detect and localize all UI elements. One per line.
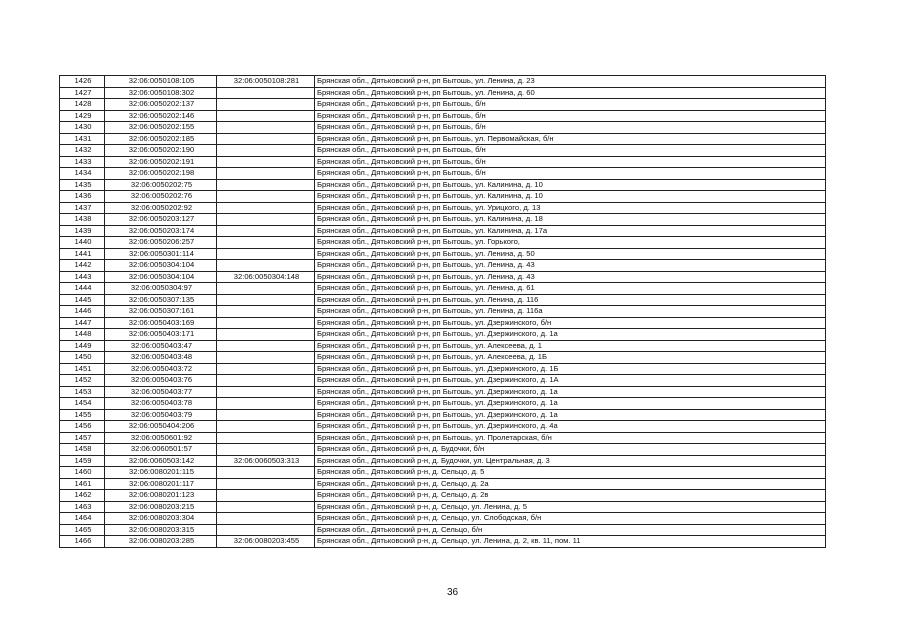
row-number-cell: 1442 — [60, 260, 105, 272]
related-cadastral-cell — [217, 260, 315, 272]
address-cell: Брянская обл., Дятьковский р-н, рп Бытошь, ул. Дзержинского, б/н — [315, 317, 826, 329]
related-cadastral-cell — [217, 145, 315, 157]
row-number-cell: 1458 — [60, 444, 105, 456]
cadastral-number-cell: 32:06:0050403:171 — [105, 329, 217, 341]
cadastral-number-cell: 32:06:0060503:142 — [105, 455, 217, 467]
table-row — [60, 237, 826, 249]
cadastral-number-cell: 32:06:0050203:174 — [105, 225, 217, 237]
cadastral-number-cell: 32:06:0050202:198 — [105, 168, 217, 180]
address-cell: Брянская обл., Дятьковский р-н, д. Сельцо, ул. Ленина, д. 5 — [315, 501, 826, 513]
row-number-cell: 1446 — [60, 306, 105, 318]
page-number: 36 — [446, 587, 459, 598]
cadastral-number-cell: 32:06:0050202:76 — [105, 191, 217, 203]
cadastral-number-cell: 32:06:0050202:146 — [105, 110, 217, 122]
related-cadastral-cell — [217, 283, 315, 295]
cadastral-number-cell: 32:06:0080201:117 — [105, 478, 217, 490]
row-number-cell: 1427 — [60, 87, 105, 99]
table-row — [60, 444, 826, 456]
cadastral-number-cell: 32:06:0050304:104 — [105, 271, 217, 283]
cadastral-number-cell: 32:06:0050206:257 — [105, 237, 217, 249]
related-cadastral-cell — [217, 340, 315, 352]
cadastral-number-cell: 32:06:0080203:285 — [105, 536, 217, 548]
row-number-cell: 1451 — [60, 363, 105, 375]
table-row — [60, 191, 826, 203]
related-cadastral-cell — [217, 133, 315, 145]
table-row — [60, 329, 826, 341]
table-row — [60, 202, 826, 214]
row-number-cell: 1452 — [60, 375, 105, 387]
related-cadastral-cell — [217, 467, 315, 479]
cadastral-number-cell: 32:06:0080203:215 — [105, 501, 217, 513]
table-row — [60, 375, 826, 387]
related-cadastral-cell — [217, 306, 315, 318]
address-cell: Брянская обл., Дятьковский р-н, рп Бытошь, ул. Ленина, д. 116а — [315, 306, 826, 318]
address-cell: Брянская обл., Дятьковский р-н, д. Сельцо, д. 2а — [315, 478, 826, 490]
cadastral-number-cell: 32:06:0050202:155 — [105, 122, 217, 134]
table-row — [60, 386, 826, 398]
table-row — [60, 179, 826, 191]
row-number-cell: 1440 — [60, 237, 105, 249]
row-number-cell: 1437 — [60, 202, 105, 214]
cadastral-number-cell: 32:06:0050403:169 — [105, 317, 217, 329]
cadastral-number-cell: 32:06:0050202:75 — [105, 179, 217, 191]
address-cell: Брянская обл., Дятьковский р-н, рп Бытошь, ул. Ленина, д. 43 — [315, 271, 826, 283]
cadastral-number-cell: 32:06:0050403:77 — [105, 386, 217, 398]
row-number-cell: 1436 — [60, 191, 105, 203]
cadastral-number-cell: 32:06:0080203:304 — [105, 513, 217, 525]
address-cell: Брянская обл., Дятьковский р-н, рп Бытошь, ул. Калинина, д. 18 — [315, 214, 826, 226]
row-number-cell: 1461 — [60, 478, 105, 490]
address-cell: Брянская обл., Дятьковский р-н, рп Бытошь, ул. Ленина, д. 43 — [315, 260, 826, 272]
related-cadastral-cell — [217, 202, 315, 214]
address-cell: Брянская обл., Дятьковский р-н, рп Бытошь, ул. Дзержинского, д. 1Б — [315, 363, 826, 375]
cadastral-number-cell: 32:06:0050403:48 — [105, 352, 217, 364]
table-row — [60, 168, 826, 180]
related-cadastral-cell — [217, 179, 315, 191]
address-cell: Брянская обл., Дятьковский р-н, рп Бытошь, б/н — [315, 122, 826, 134]
table-row — [60, 156, 826, 168]
address-cell: Брянская обл., Дятьковский р-н, рп Бытошь, ул. Дзержинского, д. 4а — [315, 421, 826, 433]
cadastral-number-cell: 32:06:0060501:57 — [105, 444, 217, 456]
table-row — [60, 501, 826, 513]
table-row — [60, 478, 826, 490]
row-number-cell: 1433 — [60, 156, 105, 168]
address-cell: Брянская обл., Дятьковский р-н, рп Бытошь, ул. Алексеева, д. 1 — [315, 340, 826, 352]
cadastral-number-cell: 32:06:0050403:76 — [105, 375, 217, 387]
address-cell: Брянская обл., Дятьковский р-н, д. Сельцо, д. 5 — [315, 467, 826, 479]
address-cell: Брянская обл., Дятьковский р-н, рп Бытошь, б/н — [315, 99, 826, 111]
cadastral-number-cell: 32:06:0050403:79 — [105, 409, 217, 421]
row-number-cell: 1445 — [60, 294, 105, 306]
row-number-cell: 1465 — [60, 524, 105, 536]
row-number-cell: 1448 — [60, 329, 105, 341]
cadastral-number-cell: 32:06:0050202:190 — [105, 145, 217, 157]
row-number-cell: 1434 — [60, 168, 105, 180]
table-row — [60, 76, 826, 88]
related-cadastral-cell — [217, 501, 315, 513]
related-cadastral-cell — [217, 87, 315, 99]
row-number-cell: 1432 — [60, 145, 105, 157]
address-cell: Брянская обл., Дятьковский р-н, рп Бытошь, ул. Калинина, д. 10 — [315, 179, 826, 191]
row-number-cell: 1447 — [60, 317, 105, 329]
address-cell: Брянская обл., Дятьковский р-н, рп Бытошь, б/н — [315, 156, 826, 168]
cadastral-number-cell: 32:06:0080203:315 — [105, 524, 217, 536]
address-cell: Брянская обл., Дятьковский р-н, рп Бытошь, б/н — [315, 110, 826, 122]
related-cadastral-cell — [217, 490, 315, 502]
table-row — [60, 352, 826, 364]
table-row — [60, 271, 826, 283]
register-table-body — [60, 76, 826, 548]
address-cell: Брянская обл., Дятьковский р-н, рп Бытошь, б/н — [315, 168, 826, 180]
related-cadastral-cell — [217, 191, 315, 203]
address-cell: Брянская обл., Дятьковский р-н, рп Бытошь, ул. Пролетарская, б/н — [315, 432, 826, 444]
cadastral-number-cell: 32:06:0050304:104 — [105, 260, 217, 272]
related-cadastral-cell: 32:06:0080203:455 — [217, 536, 315, 548]
address-cell: Брянская обл., Дятьковский р-н, рп Бытошь, ул. Ленина, д. 60 — [315, 87, 826, 99]
related-cadastral-cell — [217, 294, 315, 306]
address-cell: Брянская обл., Дятьковский р-н, рп Бытошь, ул. Дзержинского, д. 1А — [315, 375, 826, 387]
table-row — [60, 110, 826, 122]
table-row — [60, 87, 826, 99]
related-cadastral-cell — [217, 99, 315, 111]
cadastral-number-cell: 32:06:0050403:47 — [105, 340, 217, 352]
row-number-cell: 1428 — [60, 99, 105, 111]
row-number-cell: 1438 — [60, 214, 105, 226]
table-row — [60, 536, 826, 548]
table-row — [60, 214, 826, 226]
cadastral-number-cell: 32:06:0050108:302 — [105, 87, 217, 99]
address-cell: Брянская обл., Дятьковский р-н, рп Бытошь, ул. Ленина, д. 61 — [315, 283, 826, 295]
related-cadastral-cell — [217, 421, 315, 433]
table-row — [60, 490, 826, 502]
cadastral-number-cell: 32:06:0050202:137 — [105, 99, 217, 111]
related-cadastral-cell — [217, 317, 315, 329]
cadastral-number-cell: 32:06:0050202:92 — [105, 202, 217, 214]
cadastral-number-cell: 32:06:0050307:161 — [105, 306, 217, 318]
address-cell: Брянская обл., Дятьковский р-н, рп Бытошь, ул. Ленина, д. 23 — [315, 76, 826, 88]
related-cadastral-cell — [217, 237, 315, 249]
address-cell: Брянская обл., Дятьковский р-н, д. Будочки, ул. Центральная, д. 3 — [315, 455, 826, 467]
related-cadastral-cell — [217, 398, 315, 410]
row-number-cell: 1450 — [60, 352, 105, 364]
related-cadastral-cell — [217, 122, 315, 134]
table-row — [60, 283, 826, 295]
related-cadastral-cell — [217, 329, 315, 341]
row-number-cell: 1429 — [60, 110, 105, 122]
related-cadastral-cell — [217, 409, 315, 421]
cadastral-number-cell: 32:06:0050601:92 — [105, 432, 217, 444]
related-cadastral-cell — [217, 513, 315, 525]
table-row — [60, 122, 826, 134]
table-row — [60, 398, 826, 410]
address-cell: Брянская обл., Дятьковский р-н, рп Бытошь, б/н — [315, 145, 826, 157]
row-number-cell: 1430 — [60, 122, 105, 134]
address-cell: Брянская обл., Дятьковский р-н, рп Бытошь, ул. Калинина, д. 10 — [315, 191, 826, 203]
cadastral-number-cell: 32:06:0050404:206 — [105, 421, 217, 433]
address-cell: Брянская обл., Дятьковский р-н, рп Бытошь, ул. Ленина, д. 50 — [315, 248, 826, 260]
address-cell: Брянская обл., Дятьковский р-н, рп Бытошь, ул. Калинина, д. 17а — [315, 225, 826, 237]
table-row — [60, 99, 826, 111]
related-cadastral-cell — [217, 110, 315, 122]
table-row — [60, 225, 826, 237]
row-number-cell: 1456 — [60, 421, 105, 433]
row-number-cell: 1431 — [60, 133, 105, 145]
row-number-cell: 1459 — [60, 455, 105, 467]
address-cell: Брянская обл., Дятьковский р-н, рп Бытошь, ул. Первомайская, б/н — [315, 133, 826, 145]
cadastral-number-cell: 32:06:0050202:185 — [105, 133, 217, 145]
row-number-cell: 1466 — [60, 536, 105, 548]
table-row — [60, 363, 826, 375]
table-row — [60, 317, 826, 329]
address-cell: Брянская обл., Дятьковский р-н, д. Сельцо, б/н — [315, 524, 826, 536]
related-cadastral-cell: 32:06:0060503:313 — [217, 455, 315, 467]
register-table — [59, 75, 826, 548]
cadastral-number-cell: 32:06:0080201:115 — [105, 467, 217, 479]
address-cell: Брянская обл., Дятьковский р-н, рп Бытошь, ул. Дзержинского, д. 1а — [315, 409, 826, 421]
row-number-cell: 1439 — [60, 225, 105, 237]
address-cell: Брянская обл., Дятьковский р-н, рп Бытошь, ул. Дзержинского, д. 1а — [315, 398, 826, 410]
related-cadastral-cell — [217, 214, 315, 226]
table-row — [60, 340, 826, 352]
table-row — [60, 260, 826, 272]
row-number-cell: 1464 — [60, 513, 105, 525]
table-row — [60, 248, 826, 260]
cadastral-number-cell: 32:06:0080201:123 — [105, 490, 217, 502]
address-cell: Брянская обл., Дятьковский р-н, рп Бытошь, ул. Урицкого, д. 13 — [315, 202, 826, 214]
related-cadastral-cell: 32:06:0050304:148 — [217, 271, 315, 283]
related-cadastral-cell — [217, 225, 315, 237]
row-number-cell: 1460 — [60, 467, 105, 479]
row-number-cell: 1457 — [60, 432, 105, 444]
table-row — [60, 133, 826, 145]
row-number-cell: 1443 — [60, 271, 105, 283]
table-row — [60, 524, 826, 536]
cadastral-number-cell: 32:06:0050202:191 — [105, 156, 217, 168]
related-cadastral-cell — [217, 432, 315, 444]
cadastral-number-cell: 32:06:0050304:97 — [105, 283, 217, 295]
table-row — [60, 421, 826, 433]
related-cadastral-cell — [217, 478, 315, 490]
table-row — [60, 409, 826, 421]
row-number-cell: 1449 — [60, 340, 105, 352]
related-cadastral-cell: 32:06:0050108:281 — [217, 76, 315, 88]
row-number-cell: 1462 — [60, 490, 105, 502]
related-cadastral-cell — [217, 352, 315, 364]
cadastral-number-cell: 32:06:0050108:105 — [105, 76, 217, 88]
address-cell: Брянская обл., Дятьковский р-н, д. Сельцо, д. 2в — [315, 490, 826, 502]
table-row — [60, 294, 826, 306]
related-cadastral-cell — [217, 386, 315, 398]
related-cadastral-cell — [217, 168, 315, 180]
table-row — [60, 306, 826, 318]
address-cell: Брянская обл., Дятьковский р-н, д. Будочки, б/н — [315, 444, 826, 456]
row-number-cell: 1455 — [60, 409, 105, 421]
cadastral-number-cell: 32:06:0050203:127 — [105, 214, 217, 226]
cadastral-number-cell: 32:06:0050307:135 — [105, 294, 217, 306]
cadastral-number-cell: 32:06:0050403:78 — [105, 398, 217, 410]
row-number-cell: 1435 — [60, 179, 105, 191]
table-row — [60, 432, 826, 444]
table-row — [60, 467, 826, 479]
row-number-cell: 1426 — [60, 76, 105, 88]
cadastral-number-cell: 32:06:0050403:72 — [105, 363, 217, 375]
address-cell: Брянская обл., Дятьковский р-н, рп Бытошь, ул. Дзержинского, д. 1а — [315, 386, 826, 398]
cadastral-number-cell: 32:06:0050301:114 — [105, 248, 217, 260]
row-number-cell: 1441 — [60, 248, 105, 260]
row-number-cell: 1453 — [60, 386, 105, 398]
table-row — [60, 455, 826, 467]
address-cell: Брянская обл., Дятьковский р-н, рп Бытошь, ул. Горького, — [315, 237, 826, 249]
row-number-cell: 1444 — [60, 283, 105, 295]
address-cell: Брянская обл., Дятьковский р-н, д. Сельцо, ул. Слободская, б/н — [315, 513, 826, 525]
related-cadastral-cell — [217, 363, 315, 375]
related-cadastral-cell — [217, 248, 315, 260]
related-cadastral-cell — [217, 375, 315, 387]
table-row — [60, 513, 826, 525]
address-cell: Брянская обл., Дятьковский р-н, рп Бытошь, ул. Алексеева, д. 1Б — [315, 352, 826, 364]
address-cell: Брянская обл., Дятьковский р-н, рп Бытошь, ул. Дзержинского, д. 1а — [315, 329, 826, 341]
row-number-cell: 1463 — [60, 501, 105, 513]
table-row — [60, 145, 826, 157]
related-cadastral-cell — [217, 524, 315, 536]
related-cadastral-cell — [217, 444, 315, 456]
address-cell: Брянская обл., Дятьковский р-н, рп Бытошь, ул. Ленина, д. 116 — [315, 294, 826, 306]
row-number-cell: 1454 — [60, 398, 105, 410]
related-cadastral-cell — [217, 156, 315, 168]
address-cell: Брянская обл., Дятьковский р-н, д. Сельцо, ул. Ленина, д. 2, кв. 11, пом. 11 — [315, 536, 826, 548]
